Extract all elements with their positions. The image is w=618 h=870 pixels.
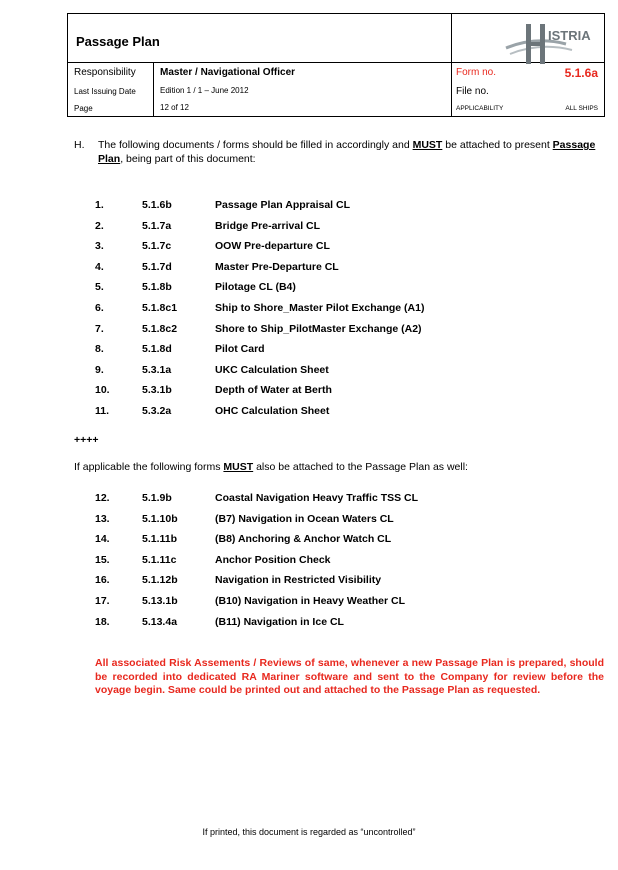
document-header (67, 13, 605, 117)
istria-logo (496, 18, 596, 68)
intro-must: MUST (412, 139, 443, 151)
mid-must: MUST (223, 461, 254, 473)
intro-text-c: , being part of this document: (120, 153, 256, 165)
intro-plan: Passage Plan (98, 139, 596, 165)
applicability-value: ALL SHIPS (565, 105, 598, 112)
section-number: H. (74, 139, 85, 151)
form-no-label: Form no. (456, 67, 497, 78)
optional-forms-intro (74, 461, 468, 473)
page-footer: If printed, this document is regarded as “uncontrolled” (202, 827, 416, 837)
intro-paragraph (74, 138, 606, 166)
intro-text-a: The following documents / forms should be filled in accordingly and (98, 139, 413, 151)
logo-text: ISTRIA (548, 28, 591, 43)
form-no-value: 5.1.6a (564, 66, 598, 80)
responsibility-value: Master / Navigational Officer (160, 67, 296, 78)
mid-text-a: If applicable the following forms (74, 461, 224, 473)
intro-text-b: be attached to present (442, 139, 553, 151)
last-issuing-value: Edition 1 / 1 – June 2012 (160, 86, 249, 95)
separator: ++++ (74, 434, 99, 446)
file-no-label: File no. (456, 86, 489, 97)
page-label: Page (74, 104, 93, 113)
page-title: Passage Plan (76, 34, 160, 49)
page-value: 12 of 12 (160, 103, 189, 112)
last-issuing-label: Last Issuing Date (74, 87, 136, 96)
responsibility-label: Responsibility (74, 67, 136, 78)
applicability-label: APPLICABILITY (456, 105, 504, 112)
mid-text-b: also be attached to the Passage Plan as well: (253, 461, 468, 473)
risk-assessment-note: All associated Risk Assements / Reviews of same, whenever a new Passage Plan is prepared, should be recorded into dedicated RA Mariner software and sent to the Company for review before the voyage begin. Same could be printed out and attached to the Passage Plan as requested. (95, 657, 604, 696)
